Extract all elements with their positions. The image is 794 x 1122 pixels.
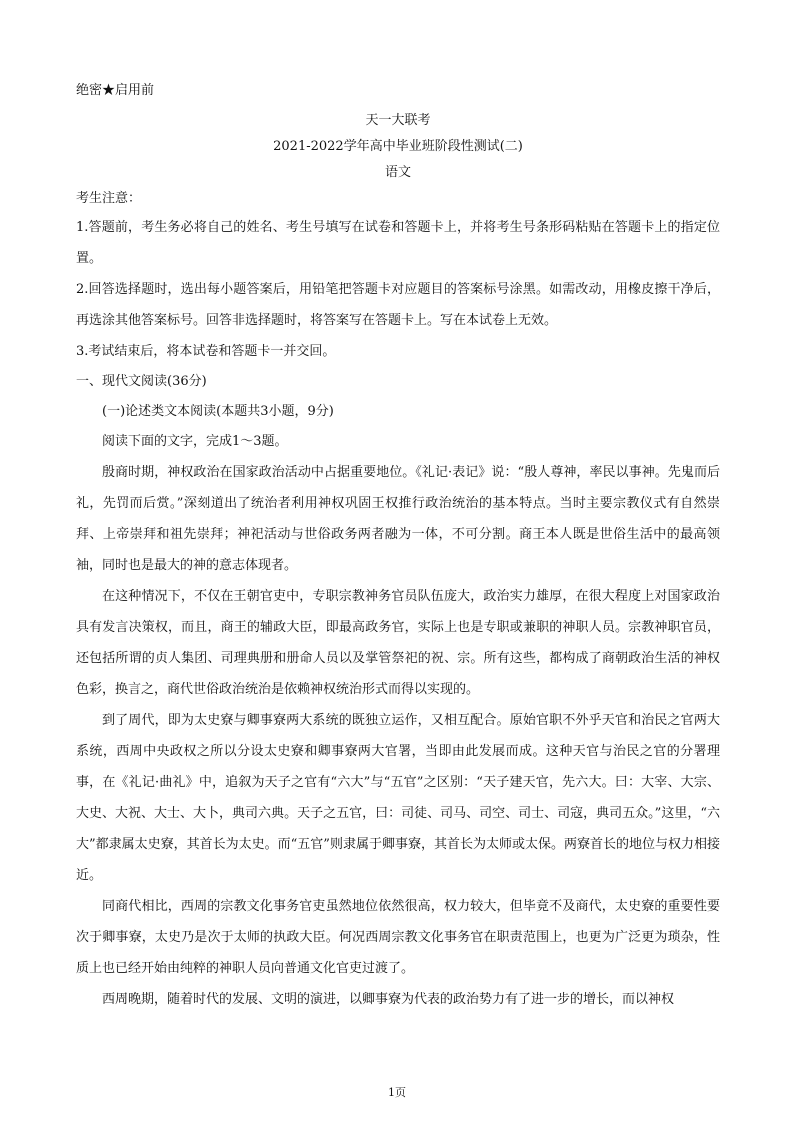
passage-paragraph-4: 同商代相比，西周的宗教文化事务官吏虽然地位依然很高，权力较大，但毕竟不及商代，太史寮的重要性要次于卿事寮，太史乃是次于太师的执政大臣。何况西周宗教文化事务官在职责范围上，也更为广泛更为琐杂，性质上也已经开始由纯粹的神职人员向普通文化官吏过渡了。	[76, 899, 720, 976]
notice-item-3: 3.考试结束后，将本试卷和答题卡一并交回。	[76, 344, 336, 359]
confidential-mark: 绝密★启用前	[76, 83, 155, 98]
passage-paragraph-2: 在这种情况下，不仅在王朝官吏中，专职宗教神务官员队伍庞大，政治实力雄厚，在很大程度上对国家政治具有发言决策权，而且，商王的辅政大臣，即最高政务官，实际上也是专职或兼职的神职人员。宗教神职官员，还包括所谓的贞人集团、司理典册和册命人员以及掌管祭祀的祝、宗。所有这些，都构成了商朝政治生活的神权色彩，换言之，商代世俗政治统治是依赖神权统治形式而得以实现的。	[76, 589, 720, 697]
notice-item-2: 2.回答选择题时，选出每小题答案后，用铅笔把答题卡对应题目的答案标号涂黑。如需改动，用橡皮擦干净后，再选涂其他答案标号。回答非选择题时，将答案写在答题卡上。写在本试卷上无效。	[76, 282, 720, 328]
exam-page	[76, 78, 720, 1015]
notice-heading: 考生注意：	[76, 191, 142, 206]
passage-paragraph-5: 西周晚期，随着时代的发展、文明的演进，以卿事寮为代表的政治势力有了进一步的增长，而以神权	[102, 992, 675, 1007]
exam-title: 2021-2022学年高中毕业班阶段性测试(二)	[273, 139, 523, 154]
passage-paragraph-1: 殷商时期，神权政治在国家政治活动中占据重要地位。《礼记·表记》说：“殷人尊神，率民以事神。先鬼而后礼，先罚而后赏。”深刻道出了统治者利用神权巩固王权推行政治统治的基本特点。当时主要宗教仪式有自然崇拜、上帝崇拜和祖先崇拜；神祀活动与世俗政务两者融为一体，不可分割。商王本人既是世俗生活中的最高领袖，同时也是最大的神的意志体现者。	[76, 465, 720, 573]
section-title: 一、现代文阅读(36分)	[76, 374, 207, 389]
exam-organizer: 天一大联考	[365, 113, 431, 128]
notice-item-1: 1.答题前，考生务必将自己的姓名、考生号填写在试卷和答题卡上，并将考生号条形码粘贴在答题卡上的指定位置。	[76, 220, 720, 266]
reading-instruction: 阅读下面的文字，完成1～3题。	[102, 434, 288, 449]
passage-paragraph-3: 到了周代，即为太史寮与卿事寮两大系统的既独立运作，又相互配合。原始官职不外乎天官和治民之官两大系统，西周中央政权之所以分设太史寮和卿事寮两大官署，当即由此发展而成。这种天官与治民之官的分署理事，在《礼记·曲礼》中，追叙为天子之官有“六大”与“五官”之区别：“天子建天官，先六大。曰：大宰、大宗、大史、大祝、大士、大卜，典司六典。天子之五官，曰：司徒、司马、司空、司士、司寇，典司五众。”这里，“六大”都隶属太史寮，其首长为太史。而“五官”则隶属于卿事寮，其首长为太师或太保。两寮首长的地位与权力相接近。	[76, 713, 720, 883]
page-number: 1页	[388, 1086, 406, 1099]
subsection-title: (一)论述类文本阅读(本题共3小题，9分)	[102, 404, 334, 419]
subject-title: 语文	[384, 165, 411, 180]
